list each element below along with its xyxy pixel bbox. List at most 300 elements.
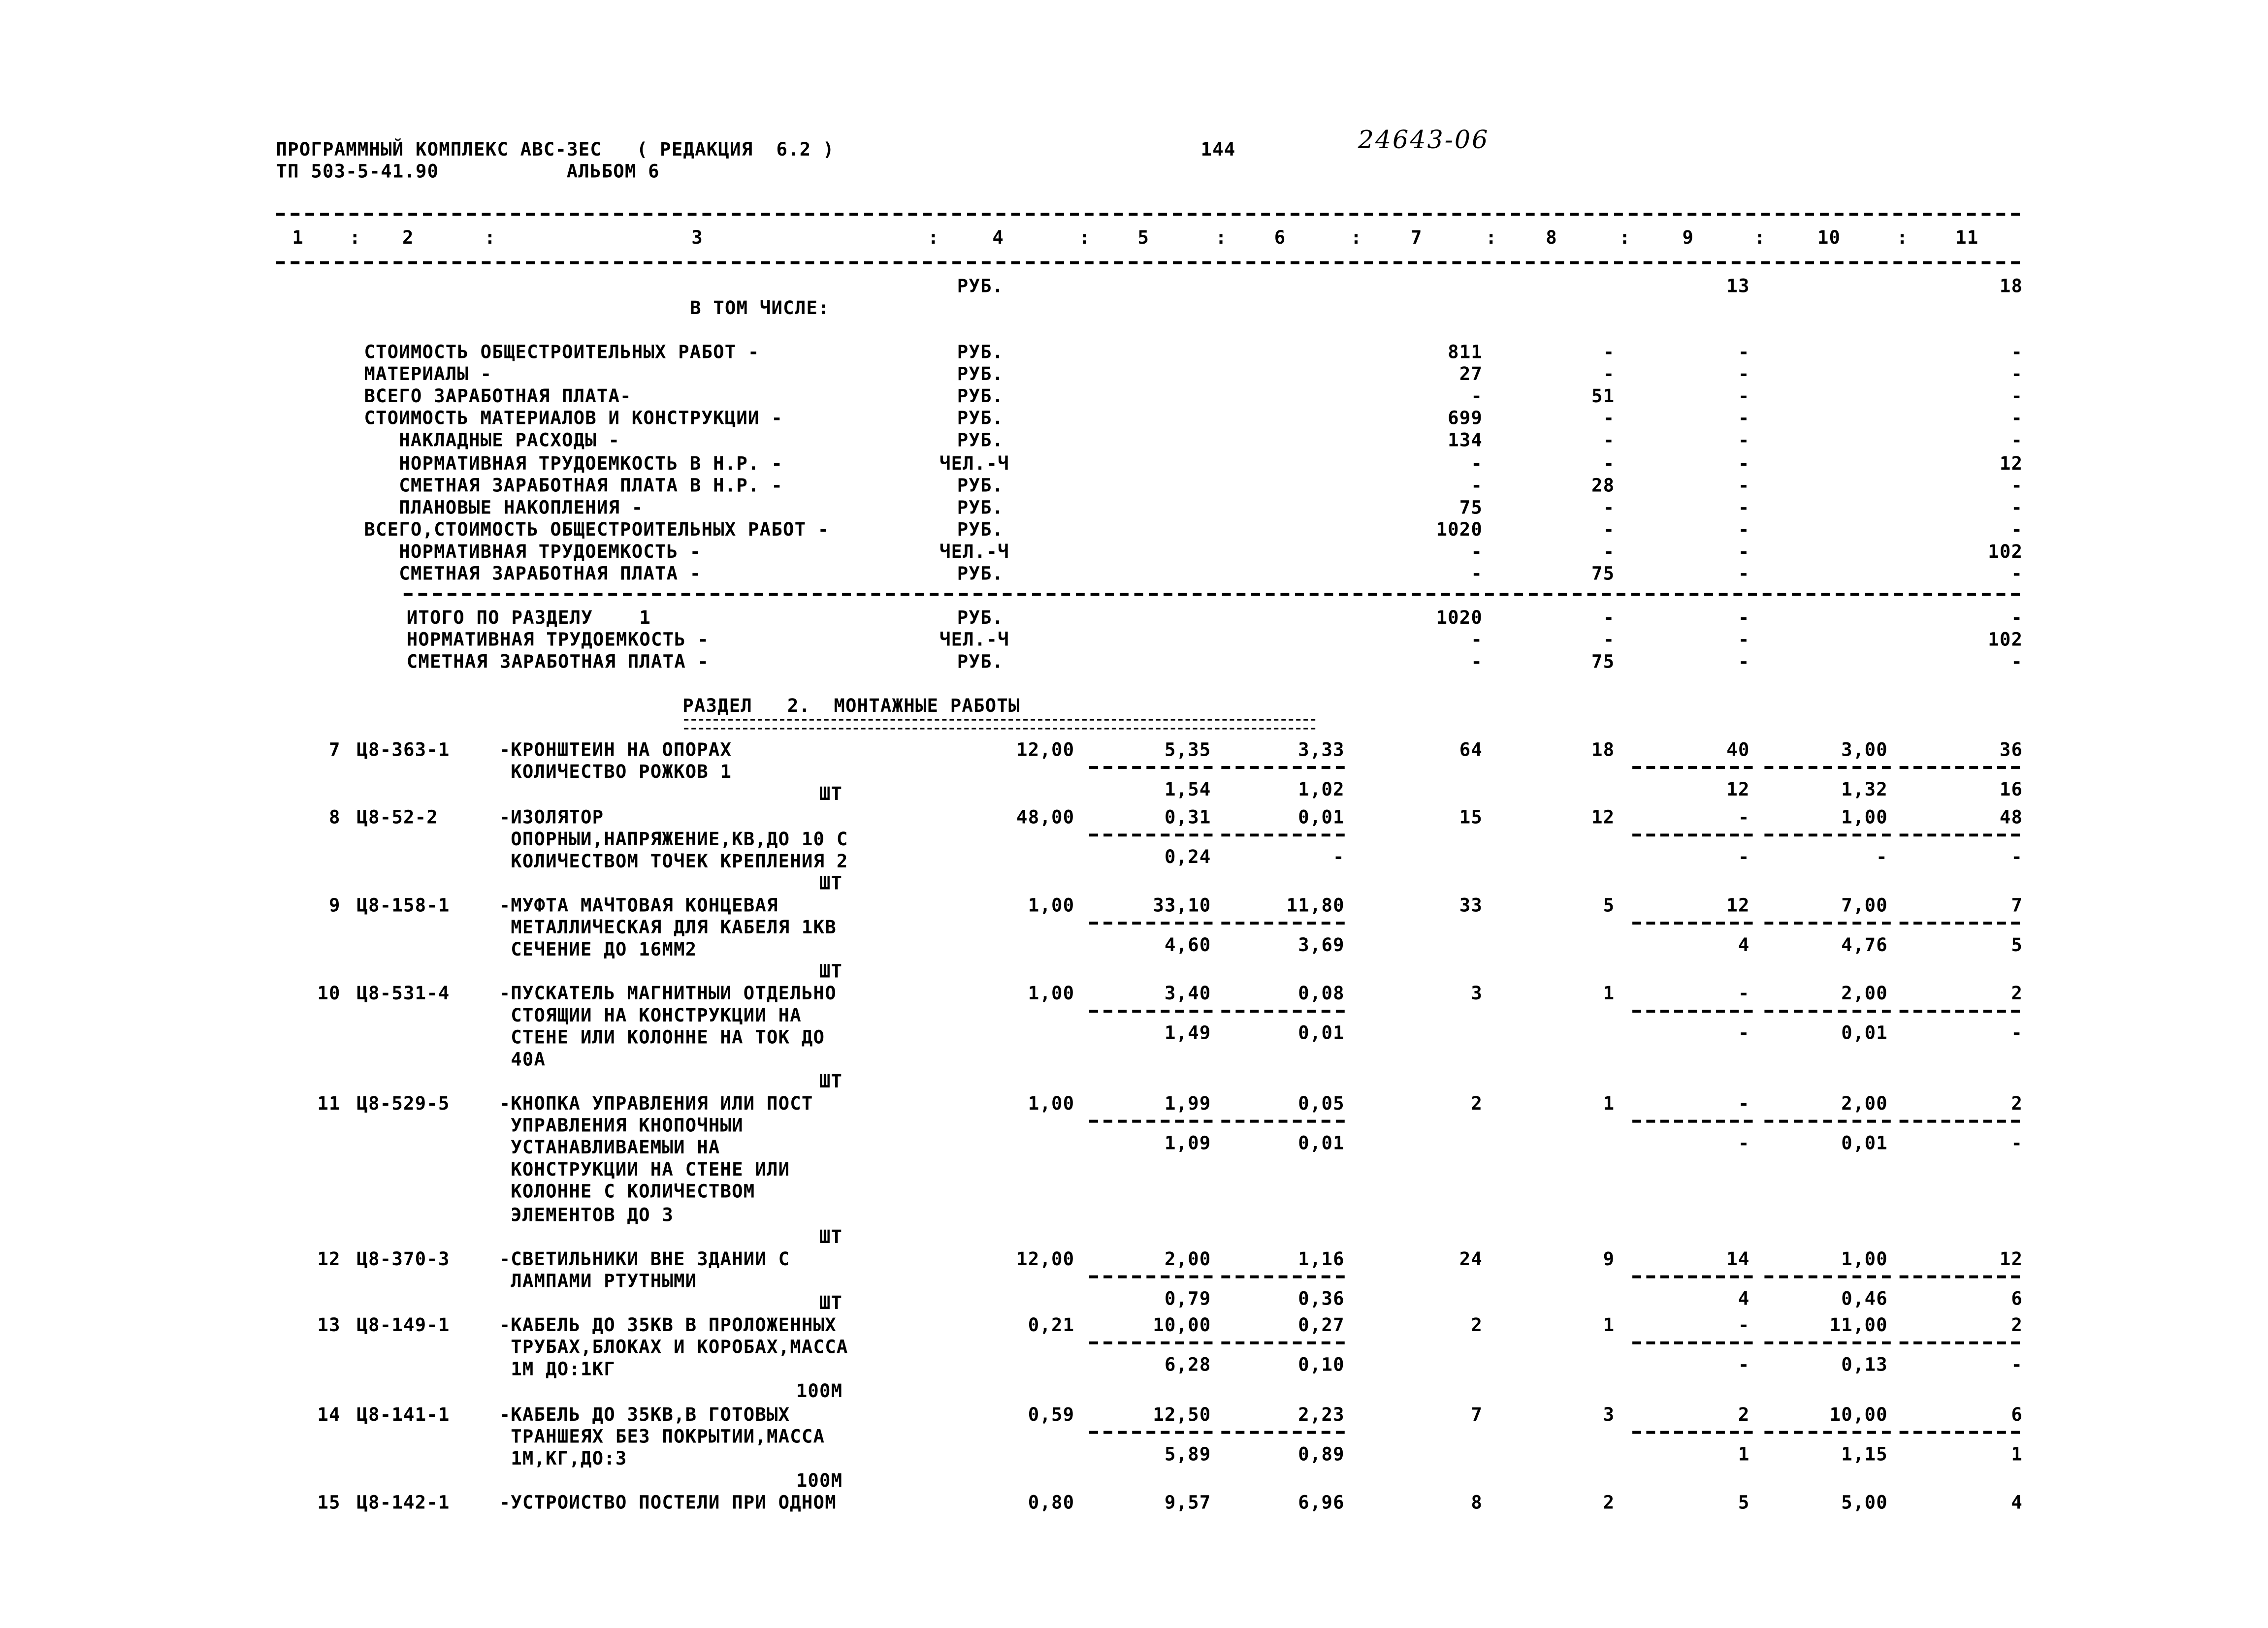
item-col9-sub: 4 <box>1738 933 1750 956</box>
item-col9: 40 <box>1726 738 1750 761</box>
item-description-line: -ИЗОЛЯТОР <box>499 805 604 828</box>
item-price-rule <box>1221 833 1344 836</box>
item-number: 13 <box>317 1313 341 1336</box>
item-col11: 6 <box>2011 1403 2023 1425</box>
item-description-line: СТОЯЩИИ НА КОНСТРУКЦИИ НА <box>499 1004 802 1026</box>
summary-label: МАТЕРИАЛЫ - <box>364 362 492 385</box>
item-price-rule <box>1089 833 1212 836</box>
item-unit-price-wage: 4,60 <box>1164 933 1211 956</box>
item-price-rule <box>1221 766 1344 769</box>
item-col7: 7 <box>1471 1403 1483 1425</box>
summary-col7: - <box>1471 451 1483 474</box>
totals-unit: РУБ. <box>957 650 1004 672</box>
item-resource-rule <box>1900 922 2020 925</box>
item-unit-price-wage: 0,24 <box>1164 845 1211 867</box>
summary-unit: РУБ. <box>957 384 1004 407</box>
item-number: 9 <box>328 894 341 916</box>
item-col11: 48 <box>1999 805 2023 828</box>
item-col10: 2,00 <box>1841 982 1888 1004</box>
item-col10: 2,00 <box>1841 1092 1888 1114</box>
summary-col8: - <box>1603 451 1615 474</box>
item-quantity: 1,00 <box>1028 982 1075 1004</box>
item-col11-sub: 6 <box>2011 1287 2023 1309</box>
item-wage-price-machine: 0,36 <box>1298 1287 1345 1309</box>
item-description-line: ЛАМПАМИ РТУТНЫМИ <box>499 1270 697 1292</box>
item-resource-rule <box>1900 1341 2020 1344</box>
summary-col11: - <box>2011 407 2023 429</box>
item-col9-sub: - <box>1738 1353 1750 1375</box>
item-description-line: КОЛИЧЕСТВО РОЖКОВ 1 <box>499 760 732 783</box>
summary-col8: - <box>1603 362 1615 385</box>
item-resource-rule <box>1764 766 1890 769</box>
item-col9: 14 <box>1726 1247 1750 1270</box>
column-number: 3 <box>691 226 703 248</box>
totals-col11: 102 <box>1988 628 2023 650</box>
item-description-line: -МУФТА МАЧТОВАЯ КОНЦЕВАЯ <box>499 894 778 916</box>
item-resource-rule <box>1900 1120 2020 1123</box>
header-rule-bottom <box>276 261 2020 264</box>
item-resource-rule <box>1764 833 1890 836</box>
top-row-unit: РУБ. <box>957 274 1004 297</box>
summary-col8: - <box>1603 407 1615 429</box>
item-wage-price: 0,08 <box>1298 982 1345 1004</box>
totals-col7: - <box>1471 628 1483 650</box>
section2-underline <box>684 719 1315 730</box>
item-price-rule <box>1089 766 1212 769</box>
item-unit-price: 0,31 <box>1164 805 1211 828</box>
summary-label: СТОИМОСТЬ МАТЕРИАЛОВ И КОНСТРУКЦИИ - <box>364 407 783 429</box>
summary-label: НОРМАТИВНАЯ ТРУДОЕМКОСТЬ - <box>364 540 702 562</box>
summary-col11: 102 <box>1988 540 2023 562</box>
item-unit-price: 5,35 <box>1164 738 1211 761</box>
totals-label: ИТОГО ПО РАЗДЕЛУ 1 <box>406 606 651 628</box>
summary-col8: 75 <box>1591 562 1615 584</box>
summary-col8: - <box>1603 495 1615 518</box>
item-quantity: 0,80 <box>1028 1491 1075 1513</box>
item-resource-rule <box>1900 766 2020 769</box>
item-resource-rule <box>1632 833 1752 836</box>
item-code: Ц8-363-1 <box>356 738 450 761</box>
totals-col9: - <box>1738 606 1750 628</box>
item-quantity: 1,00 <box>1028 894 1075 916</box>
item-description-line: СЕЧЕНИЕ ДО 16ММ2 <box>499 938 697 960</box>
item-col9: 2 <box>1738 1403 1750 1425</box>
item-col10-sub: 1,15 <box>1841 1442 1888 1465</box>
handwritten-code: 24643-06 <box>1358 126 1490 156</box>
item-wage-price-machine: 0,89 <box>1298 1442 1345 1465</box>
item-description-line: -КАБЕЛЬ ДО 35КВ В ПРОЛОЖЕННЫХ <box>499 1313 837 1336</box>
item-description-line: -СВЕТИЛЬНИКИ ВНЕ ЗДАНИИ С <box>499 1247 790 1270</box>
item-description-line: МЕТАЛЛИЧЕСКАЯ ДЛЯ КАБЕЛЯ 1КВ <box>499 916 837 938</box>
summary-col9: - <box>1738 407 1750 429</box>
summary-col9: - <box>1738 562 1750 584</box>
item-unit: ШТ <box>819 960 843 983</box>
item-price-rule <box>1089 1431 1212 1434</box>
item-col10-sub: 0,01 <box>1841 1021 1888 1044</box>
item-col10-sub: 0,46 <box>1841 1287 1888 1309</box>
item-wage-price: 0,27 <box>1298 1313 1345 1336</box>
summary-col11: - <box>2011 473 2023 496</box>
item-resource-rule <box>1900 833 2020 836</box>
item-description-line: КОЛИЧЕСТВОМ ТОЧЕК КРЕПЛЕНИЯ 2 <box>499 850 848 872</box>
item-col8: 12 <box>1591 805 1615 828</box>
column-separator: : <box>1619 226 1631 248</box>
item-col10: 10,00 <box>1829 1403 1888 1425</box>
totals-col7: 1020 <box>1436 606 1483 628</box>
item-description-line: -КНОПКА УПРАВЛЕНИЯ ИЛИ ПОСТ <box>499 1092 813 1114</box>
summary-col9: - <box>1738 362 1750 385</box>
top-row-col9: 13 <box>1726 274 1750 297</box>
column-separator: : <box>1350 226 1362 248</box>
item-description-line: УСТАНАВЛИВАЕМЫИ НА <box>499 1136 720 1158</box>
item-price-rule <box>1221 1276 1344 1278</box>
item-wage-price: 0,01 <box>1298 805 1345 828</box>
summary-unit: РУБ. <box>957 562 1004 584</box>
item-resource-rule <box>1764 1120 1890 1123</box>
summary-col7: 134 <box>1448 429 1483 451</box>
project-code: ТП 503-5-41.90 <box>276 160 439 182</box>
item-col8: 2 <box>1603 1491 1615 1513</box>
item-col9: 12 <box>1726 894 1750 916</box>
item-col10: 7,00 <box>1841 894 1888 916</box>
item-code: Ц8-141-1 <box>356 1403 450 1425</box>
item-col7: 2 <box>1471 1313 1483 1336</box>
item-col9-sub: - <box>1738 1021 1750 1044</box>
item-quantity: 48,00 <box>1016 805 1075 828</box>
summary-col9: - <box>1738 340 1750 363</box>
item-col7: 64 <box>1459 738 1483 761</box>
item-price-rule <box>1089 922 1212 925</box>
item-col11: 2 <box>2011 1313 2023 1336</box>
item-col11-sub: 5 <box>2011 933 2023 956</box>
item-col7: 3 <box>1471 982 1483 1004</box>
summary-unit: РУБ. <box>957 340 1004 363</box>
item-col9: - <box>1738 982 1750 1004</box>
item-col7: 33 <box>1459 894 1483 916</box>
column-separator: : <box>349 226 361 248</box>
item-col10-sub: 0,13 <box>1841 1353 1888 1375</box>
item-description-line: -УСТРОИСТВО ПОСТЕЛИ ПРИ ОДНОМ <box>499 1491 837 1513</box>
totals-col8: - <box>1603 628 1615 650</box>
item-resource-rule <box>1764 1431 1890 1434</box>
column-number: 1 <box>292 226 304 248</box>
column-number: 2 <box>402 226 414 248</box>
item-col8: 1 <box>1603 1313 1615 1336</box>
item-col10: 3,00 <box>1841 738 1888 761</box>
summary-label: СТОИМОСТЬ ОБЩЕСТРОИТЕЛЬНЫХ РАБОТ - <box>364 340 760 363</box>
item-col10-sub: - <box>1876 845 1888 867</box>
item-price-rule <box>1221 1010 1344 1013</box>
item-col11: 36 <box>1999 738 2023 761</box>
totals-unit: ЧЕЛ.-Ч <box>939 628 1009 650</box>
item-quantity: 0,59 <box>1028 1403 1075 1425</box>
summary-col7: - <box>1471 473 1483 496</box>
album-label: АЛЬБОМ 6 <box>566 160 660 182</box>
item-col8: 5 <box>1603 894 1615 916</box>
item-col8: 1 <box>1603 1092 1615 1114</box>
item-quantity: 12,00 <box>1016 1247 1075 1270</box>
column-number: 6 <box>1274 226 1286 248</box>
summary-label: ПЛАНОВЫЕ НАКОПЛЕНИЯ - <box>364 495 644 518</box>
item-col9-sub: - <box>1738 1131 1750 1154</box>
summary-label: НАКЛАДНЫЕ РАСХОДЫ - <box>364 429 620 451</box>
item-col11-sub: - <box>2011 1021 2023 1044</box>
item-unit: ШТ <box>819 1225 843 1247</box>
summary-label: СМЕТНАЯ ЗАРАБОТНАЯ ПЛАТА - <box>364 562 702 584</box>
item-wage-price-machine: 1,02 <box>1298 778 1345 800</box>
item-quantity: 0,21 <box>1028 1313 1075 1336</box>
summary-col8: 28 <box>1591 473 1615 496</box>
item-description-line: СТЕНЕ ИЛИ КОЛОННЕ НА ТОК ДО <box>499 1026 825 1049</box>
item-price-rule <box>1089 1120 1212 1123</box>
item-wage-price: 3,33 <box>1298 738 1345 761</box>
item-resource-rule <box>1632 1010 1752 1013</box>
item-code: Ц8-370-3 <box>356 1247 450 1270</box>
item-description-line: -КРОНШТЕИН НА ОПОРАХ <box>499 738 732 761</box>
item-col10-sub: 0,01 <box>1841 1131 1888 1154</box>
item-unit-price-wage: 5,89 <box>1164 1442 1211 1465</box>
item-unit: ШТ <box>819 1292 843 1314</box>
summary-col8: 51 <box>1591 384 1615 407</box>
item-col8: 1 <box>1603 982 1615 1004</box>
item-description-line: 1М ДО:1КГ <box>499 1358 616 1380</box>
item-resource-rule <box>1632 922 1752 925</box>
summary-col7: 27 <box>1459 362 1483 385</box>
item-wage-price-machine: 0,10 <box>1298 1353 1345 1375</box>
item-col8: 18 <box>1591 738 1615 761</box>
summary-col7: 75 <box>1459 495 1483 518</box>
column-number: 10 <box>1817 226 1841 248</box>
item-number: 10 <box>317 982 341 1004</box>
column-separator: : <box>1896 226 1909 248</box>
item-col7: 15 <box>1459 805 1483 828</box>
totals-unit: РУБ. <box>957 606 1004 628</box>
item-price-rule <box>1221 1341 1344 1344</box>
incl-heading: В ТОМ ЧИСЛЕ: <box>690 296 830 319</box>
item-col7: 24 <box>1459 1247 1483 1270</box>
column-separator: : <box>1079 226 1091 248</box>
item-code: Ц8-149-1 <box>356 1313 450 1336</box>
item-description-line: УПРАВЛЕНИЯ КНОПОЧНЫИ <box>499 1114 744 1136</box>
summary-rule <box>404 593 2020 596</box>
item-wage-price: 6,96 <box>1298 1491 1345 1513</box>
item-unit-price: 12,50 <box>1153 1403 1211 1425</box>
item-resource-rule <box>1632 1276 1752 1278</box>
item-resource-rule <box>1900 1010 2020 1013</box>
summary-unit: РУБ. <box>957 407 1004 429</box>
summary-unit: РУБ. <box>957 473 1004 496</box>
item-col11-sub: - <box>2011 1131 2023 1154</box>
totals-col8: - <box>1603 606 1615 628</box>
item-number: 14 <box>317 1403 341 1425</box>
item-unit-price-wage: 1,09 <box>1164 1131 1211 1154</box>
item-resource-rule <box>1632 1120 1752 1123</box>
item-quantity: 12,00 <box>1016 738 1075 761</box>
item-description-line: ОПОРНЫИ,НАПРЯЖЕНИЕ,КВ,ДО 10 С <box>499 828 848 850</box>
item-resource-rule <box>1632 766 1752 769</box>
item-col9: - <box>1738 1092 1750 1114</box>
column-number: 7 <box>1411 226 1423 248</box>
summary-col7: - <box>1471 384 1483 407</box>
item-resource-rule <box>1764 1276 1890 1278</box>
item-unit-price: 3,40 <box>1164 982 1211 1004</box>
summary-col8: - <box>1603 340 1615 363</box>
item-col11: 4 <box>2011 1491 2023 1513</box>
item-unit-price: 10,00 <box>1153 1313 1211 1336</box>
summary-col11: - <box>2011 517 2023 540</box>
header-rule-top <box>276 213 2020 216</box>
item-resource-rule <box>1764 1341 1890 1344</box>
item-unit: 100М <box>796 1469 843 1492</box>
item-price-rule <box>1221 1431 1344 1434</box>
item-resource-rule <box>1900 1431 2020 1434</box>
item-resource-rule <box>1900 1276 2020 1278</box>
column-number: 11 <box>1955 226 1979 248</box>
summary-col9: - <box>1738 429 1750 451</box>
item-col9-sub: 4 <box>1738 1287 1750 1309</box>
item-wage-price-machine: 0,01 <box>1298 1021 1345 1044</box>
item-description-line: 40А <box>499 1048 546 1071</box>
item-col9-sub: 12 <box>1726 778 1750 800</box>
item-description-line: 1М,КГ,ДО:3 <box>499 1447 627 1469</box>
summary-label: СМЕТНАЯ ЗАРАБОТНАЯ ПЛАТА В Н.Р. - <box>364 473 783 496</box>
item-unit-price-wage: 6,28 <box>1164 1353 1211 1375</box>
item-unit-price: 33,10 <box>1153 894 1211 916</box>
item-price-rule <box>1221 922 1344 925</box>
totals-col8: 75 <box>1591 650 1615 672</box>
item-wage-price: 1,16 <box>1298 1247 1345 1270</box>
summary-label: НОРМАТИВНАЯ ТРУДОЕМКОСТЬ В Н.Р. - <box>364 451 783 474</box>
totals-label: НОРМАТИВНАЯ ТРУДОЕМКОСТЬ - <box>406 628 710 650</box>
summary-col9: - <box>1738 495 1750 518</box>
summary-col11: - <box>2011 384 2023 407</box>
summary-col11: - <box>2011 429 2023 451</box>
column-number: 8 <box>1546 226 1557 248</box>
item-col7: 8 <box>1471 1491 1483 1513</box>
summary-col11: - <box>2011 340 2023 363</box>
item-wage-price: 2,23 <box>1298 1403 1345 1425</box>
item-wage-price: 0,05 <box>1298 1092 1345 1114</box>
totals-col11: - <box>2011 606 2023 628</box>
item-unit-price-wage: 1,49 <box>1164 1021 1211 1044</box>
item-unit-price: 2,00 <box>1164 1247 1211 1270</box>
summary-col8: - <box>1603 429 1615 451</box>
item-col9-sub: 1 <box>1738 1442 1750 1465</box>
item-resource-rule <box>1764 922 1890 925</box>
item-number: 12 <box>317 1247 341 1270</box>
totals-label: СМЕТНАЯ ЗАРАБОТНАЯ ПЛАТА - <box>406 650 710 672</box>
summary-unit: РУБ. <box>957 429 1004 451</box>
column-separator: : <box>484 226 496 248</box>
column-separator: : <box>1754 226 1766 248</box>
item-code: Ц8-529-5 <box>356 1092 450 1114</box>
summary-col9: - <box>1738 384 1750 407</box>
item-col10-sub: 4,76 <box>1841 933 1888 956</box>
item-code: Ц8-142-1 <box>356 1491 450 1513</box>
item-unit: 100М <box>796 1380 843 1402</box>
summary-col9: - <box>1738 451 1750 474</box>
item-col9-sub: - <box>1738 845 1750 867</box>
summary-col9: - <box>1738 473 1750 496</box>
summary-col7: 1020 <box>1436 517 1483 540</box>
item-description-line: -КАБЕЛЬ ДО 35КВ,В ГОТОВЫХ <box>499 1403 790 1425</box>
summary-label: ВСЕГО,СТОИМОСТЬ ОБЩЕСТРОИТЕЛЬНЫХ РАБОТ - <box>364 517 830 540</box>
item-wage-price-machine: 0,01 <box>1298 1131 1345 1154</box>
item-unit-price: 9,57 <box>1164 1491 1211 1513</box>
item-price-rule <box>1089 1276 1212 1278</box>
column-separator: : <box>928 226 940 248</box>
item-wage-price-machine: 3,69 <box>1298 933 1345 956</box>
column-number: 4 <box>992 226 1004 248</box>
item-wage-price: 11,80 <box>1286 894 1345 916</box>
item-wage-price-machine: - <box>1333 845 1345 867</box>
totals-col7: - <box>1471 650 1483 672</box>
summary-col8: - <box>1603 517 1615 540</box>
item-description-line: ТРУБАХ,БЛОКАХ И КОРОБАХ,МАССА <box>499 1336 848 1358</box>
item-col10-sub: 1,32 <box>1841 778 1888 800</box>
item-number: 8 <box>328 805 341 828</box>
item-unit: ШТ <box>819 782 843 805</box>
item-col10: 11,00 <box>1829 1313 1888 1336</box>
item-code: Ц8-158-1 <box>356 894 450 916</box>
summary-col7: - <box>1471 562 1483 584</box>
item-unit-price-wage: 0,79 <box>1164 1287 1211 1309</box>
item-col7: 2 <box>1471 1092 1483 1114</box>
item-unit: ШТ <box>819 872 843 894</box>
summary-unit: РУБ. <box>957 495 1004 518</box>
item-quantity: 1,00 <box>1028 1092 1075 1114</box>
summary-unit: ЧЕЛ.-Ч <box>939 540 1009 562</box>
totals-col11: - <box>2011 650 2023 672</box>
totals-col9: - <box>1738 628 1750 650</box>
column-number: 5 <box>1137 226 1150 248</box>
item-col11-sub: - <box>2011 1353 2023 1375</box>
column-separator: : <box>1215 226 1228 248</box>
item-number: 15 <box>317 1491 341 1513</box>
item-resource-rule <box>1632 1341 1752 1344</box>
item-number: 11 <box>317 1092 341 1114</box>
item-description-line: ТРАНШЕЯХ БЕЗ ПОКРЫТИИ,МАССА <box>499 1425 825 1447</box>
item-col11-sub: - <box>2011 845 2023 867</box>
item-col11: 12 <box>1999 1247 2023 1270</box>
item-col11: 2 <box>2011 1092 2023 1114</box>
item-unit: ШТ <box>819 1070 843 1093</box>
item-unit-price-wage: 1,54 <box>1164 778 1211 800</box>
item-price-rule <box>1089 1341 1212 1344</box>
item-code: Ц8-52-2 <box>356 805 438 828</box>
summary-col9: - <box>1738 540 1750 562</box>
item-col11: 2 <box>2011 982 2023 1004</box>
item-unit-price: 1,99 <box>1164 1092 1211 1114</box>
item-col10: 1,00 <box>1841 1247 1888 1270</box>
item-col8: 9 <box>1603 1247 1615 1270</box>
section2-title: РАЗДЕЛ 2. МОНТАЖНЫЕ РАБОТЫ <box>682 694 1020 716</box>
column-separator: : <box>1485 226 1497 248</box>
item-col9: - <box>1738 1313 1750 1336</box>
summary-col7: 699 <box>1448 407 1483 429</box>
summary-col8: - <box>1603 540 1615 562</box>
item-price-rule <box>1221 1120 1344 1123</box>
item-description-line: КОНСТРУКЦИИ НА СТЕНЕ ИЛИ <box>499 1158 790 1181</box>
item-col8: 3 <box>1603 1403 1615 1425</box>
summary-col11: - <box>2011 495 2023 518</box>
summary-col9: - <box>1738 517 1750 540</box>
item-col9: - <box>1738 805 1750 828</box>
summary-col11: - <box>2011 562 2023 584</box>
summary-col7: 811 <box>1448 340 1483 363</box>
summary-unit: РУБ. <box>957 362 1004 385</box>
summary-col11: 12 <box>1999 451 2023 474</box>
